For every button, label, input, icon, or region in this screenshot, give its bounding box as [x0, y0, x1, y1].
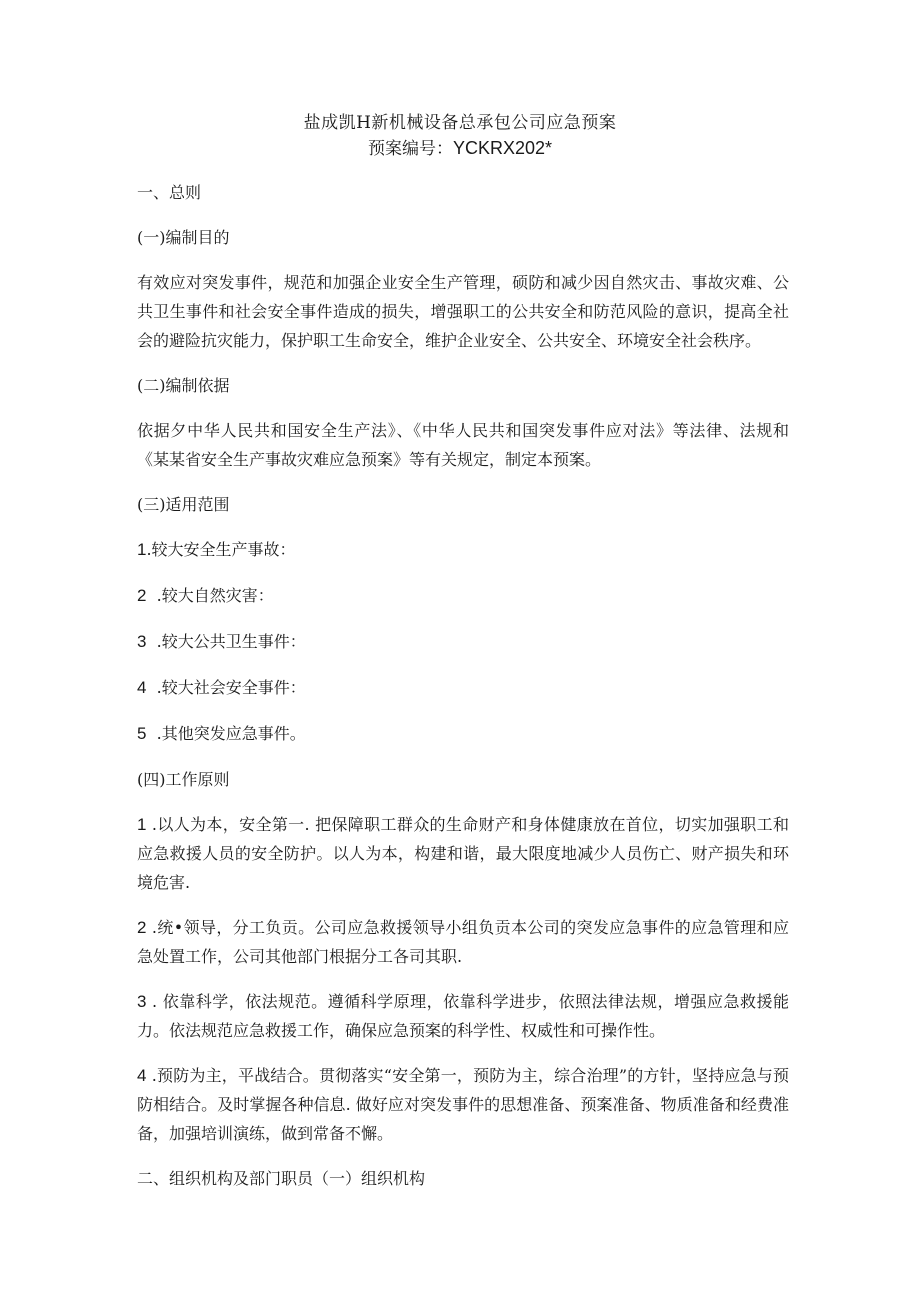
- scope-item-number: 4: [137, 678, 147, 697]
- scope-item: [137, 535, 789, 564]
- scope-item: [137, 627, 789, 656]
- document-title-text: 盐成凯H新机械设备总承包公司应急预案: [303, 113, 617, 133]
- subsection-heading-scope: (三)适用范围: [137, 495, 230, 514]
- subsection-heading-purpose: (一)编制目的: [137, 228, 230, 247]
- principle-paragraph: [137, 1061, 789, 1148]
- principle-number: 3: [137, 992, 147, 1011]
- scope-item-text: .较大自然灾害：: [146, 586, 274, 605]
- scope-item-number: 3: [137, 632, 147, 651]
- principle-number: 2: [137, 918, 147, 937]
- scope-item-number: 2: [137, 586, 147, 605]
- scope-item-number: 5: [137, 724, 147, 743]
- section-heading-general: 一、总则: [137, 183, 202, 202]
- principle-paragraph: [137, 987, 789, 1045]
- scope-item: [137, 673, 789, 702]
- principle-text: .统•领导，分工负贡。公司应急救援领导小组负贡本公司的突发应急事件的应急管理和应急处置工作，公司其他部门根据分工各司其职.: [137, 918, 789, 966]
- scope-item-text: .较大社会安全事件：: [146, 678, 306, 697]
- paragraph-purpose: 有效应对突发事件，规范和加强企业安全生产管理，硕防和减少因自然灾击、事故灾难、公共卫生事件和社会安全事件造成的损失，增强职工的公共安全和防范风险的意识，提高全社会的避险抗灾能力，保护职工生命安全，维护企业安全、公共安全、环境安全社会秩序。: [137, 273, 789, 350]
- scope-item-text: .其他突发应急事件。: [146, 724, 306, 743]
- principle-text: . 依靠科学，依法规范。遵循科学原理，依靠科学进步，依照法律法规，增强应急救援能力。依法规范应急救援工作，确保应急预案的科学性、权威性和可操作性。: [137, 992, 789, 1040]
- plan-code-value: YCKRX202*: [452, 138, 553, 158]
- document-body: [137, 178, 789, 1209]
- plan-code-line: [0, 134, 920, 159]
- scope-item-text: .较大公共卫生事件：: [146, 632, 306, 651]
- scope-item: [137, 581, 789, 610]
- principle-number: 4: [137, 1066, 147, 1085]
- principle-text: .预防为主，平战结合。贯彻落实“安全第一，预防为主，综合治理”的方针，坚持应急与预防相结合。及时掌握各种信息. 做好应对突发事件的思想准备、预案准备、物质准备和经费准备，加强培训演练，做到常备不懈。: [137, 1066, 789, 1143]
- paragraph-basis: 依据夕中华人民共和国安全生产法》、《中华人民共和国突发事件应对法》等法律、法规和《某某省安全生产事故灾难应急预案》等有关规定，制定本预案。: [137, 421, 789, 469]
- scope-item: [137, 719, 789, 748]
- principle-paragraph: [137, 810, 789, 897]
- principle-text: .以人为本，安全第一. 把保障职工群众的生命财产和身体健康放在首位，切实加强职工和应急救援人员的安全防护。以人为本，构建和谐，最大限度地减少人员伤亡、财产损失和环境危害.: [137, 815, 789, 892]
- subsection-heading-principles: (四)工作原则: [137, 770, 230, 789]
- section-heading-organization: 二、组织机构及部门职员（一）组织机构: [137, 1169, 426, 1188]
- document-title: [0, 108, 920, 133]
- scope-item-text: .较大安全生产事故：: [146, 540, 296, 559]
- plan-code-label: 预案编号：: [367, 139, 453, 159]
- principle-paragraph: [137, 913, 789, 971]
- principle-number: 1: [137, 815, 147, 834]
- subsection-heading-basis: (二)编制依据: [137, 376, 230, 395]
- scope-item-number: 1: [137, 540, 147, 559]
